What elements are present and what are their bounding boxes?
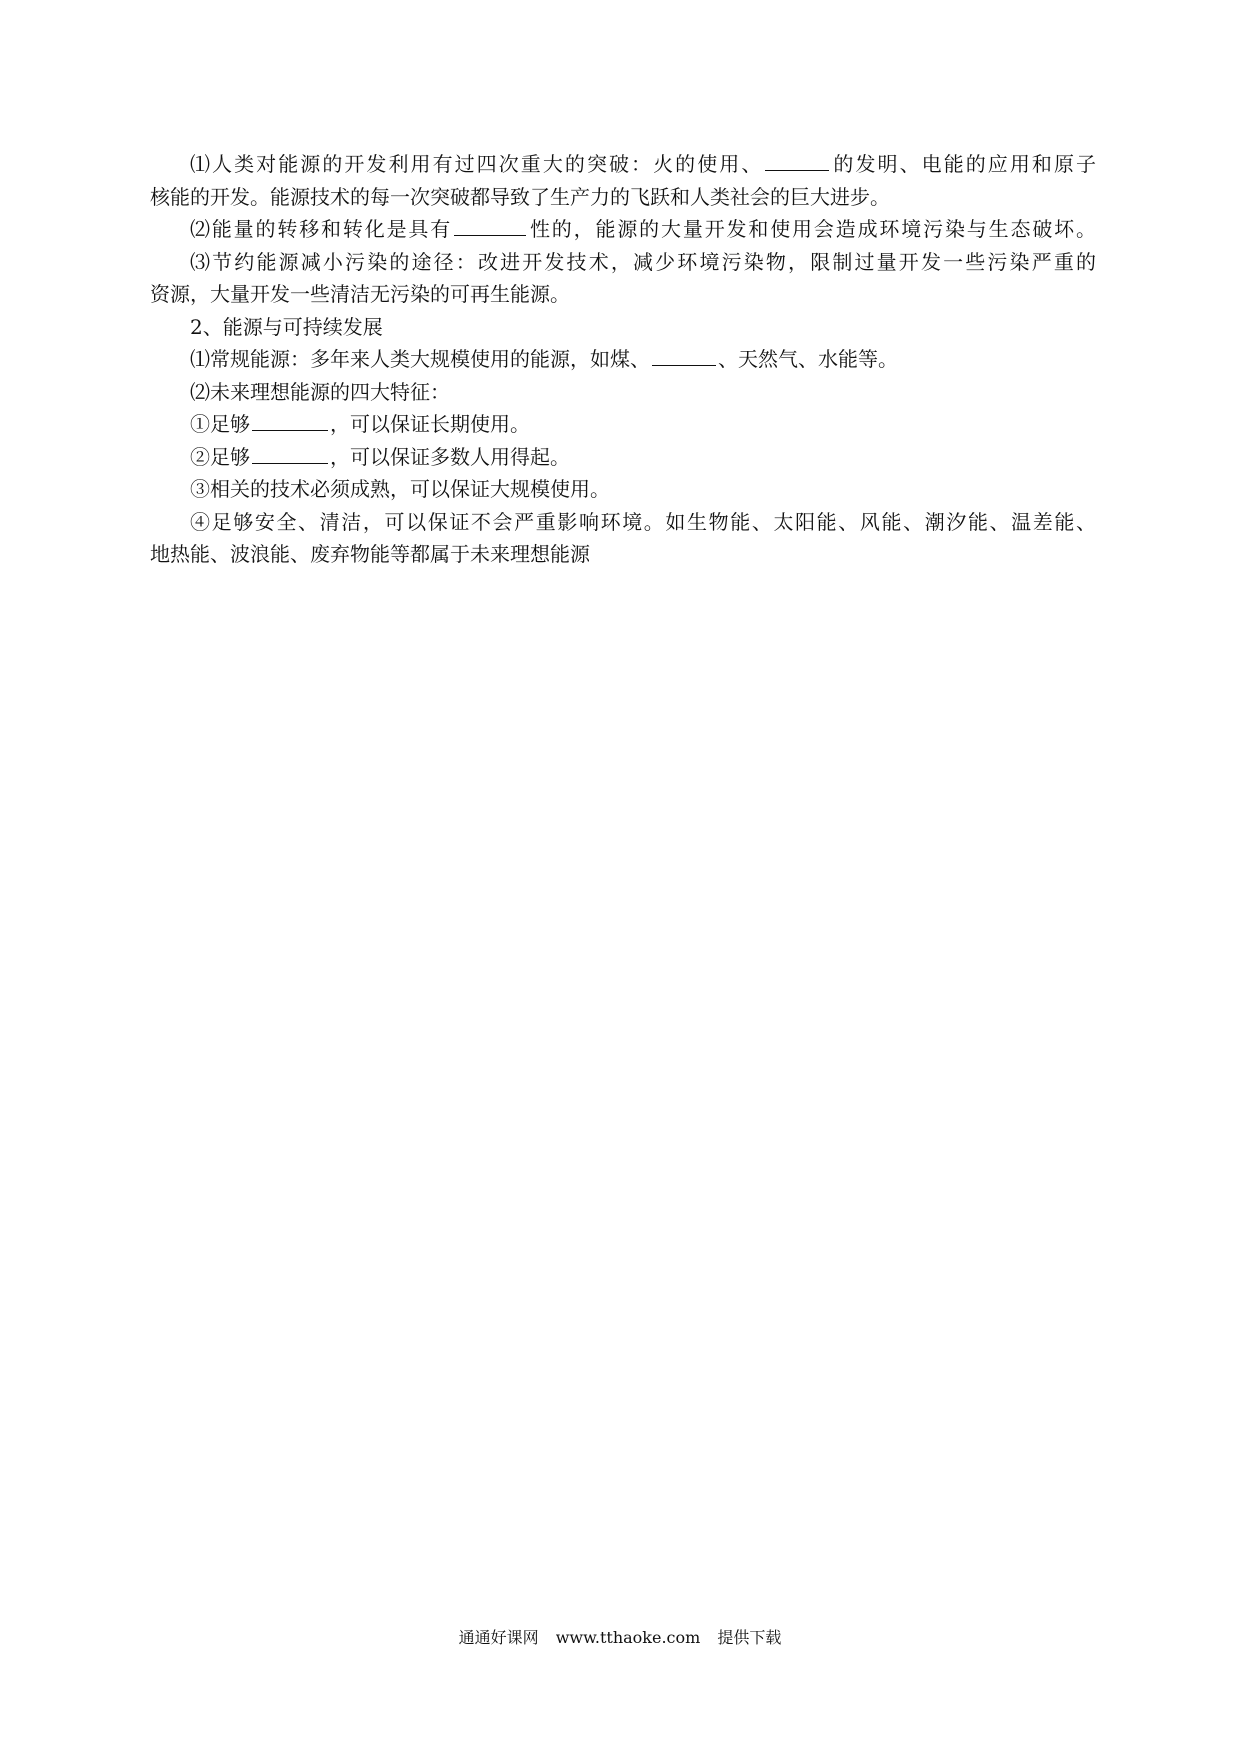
paragraph-5: ⑵未来理想能源的四大特征： bbox=[190, 379, 450, 404]
paragraph-3-text-a: ⑶节约能源减小污染的途径：改进开发技术，减少环境污染物，限制过量开发一些污染严重的 bbox=[190, 249, 1096, 274]
fill-in-blank bbox=[252, 441, 328, 464]
paragraph-1-text-c: 核能的开发。能源技术的每一次突破都导致了生产力的飞跃和人类社会的巨大进步。 bbox=[150, 184, 890, 209]
feature-item-4-text-b: 地热能、波浪能、废弃物能等都属于未来理想能源 bbox=[150, 542, 590, 566]
feature-item-2-text-b: ，可以保证多数人用得起。 bbox=[330, 444, 570, 469]
paragraph-1-text-b: 的发明、电能的应用和原子 bbox=[831, 152, 1097, 176]
fill-in-blank bbox=[765, 148, 829, 171]
paragraph-3-text-b: 资源，大量开发一些清洁无污染的可再生能源。 bbox=[150, 282, 570, 306]
paragraph-1-line-2 bbox=[150, 181, 1096, 214]
feature-item-1-text-a: ①足够 bbox=[190, 412, 250, 436]
feature-item-1-text-b: ，可以保证长期使用。 bbox=[330, 412, 530, 436]
paragraph-1-line-1 bbox=[150, 148, 1096, 181]
document-body bbox=[150, 148, 1096, 571]
feature-item-4-line-1 bbox=[150, 506, 1096, 539]
paragraph-2-text-a: ⑵能量的转移和转化是具有 bbox=[190, 217, 453, 241]
feature-item-4-text-a: ④足够安全、清洁，可以保证不会严重影响环境。如生物能、太阳能、风能、潮汐能、温差能、 bbox=[190, 509, 1096, 534]
footer-site-name: 通通好课网 bbox=[458, 1628, 539, 1647]
fill-in-blank bbox=[454, 213, 526, 236]
paragraph-4-text-a: ⑴常规能源：多年来人类大规模使用的能源，如煤、 bbox=[190, 347, 650, 371]
footer-suffix: 提供下载 bbox=[717, 1628, 782, 1647]
paragraph-4-text-b: 、天然气、水能等。 bbox=[718, 347, 898, 371]
paragraph-1-text-a: ⑴人类对能源的开发利用有过四次重大的突破：火的使用、 bbox=[190, 152, 764, 176]
footer-url: www.tthaoke.com bbox=[555, 1628, 701, 1647]
page-footer bbox=[0, 1625, 1240, 1648]
feature-item-3: ③相关的技术必须成熟，可以保证大规模使用。 bbox=[190, 477, 610, 501]
fill-in-blank bbox=[652, 343, 716, 366]
paragraph-4 bbox=[150, 343, 1096, 376]
paragraph-3-line-1 bbox=[150, 246, 1096, 279]
paragraph-2 bbox=[150, 213, 1096, 246]
section-2-heading: 2、能源与可持续发展 bbox=[190, 314, 383, 339]
paragraph-3-line-2 bbox=[150, 278, 1096, 311]
fill-in-blank bbox=[252, 408, 328, 431]
paragraph-2-text-b: 性的，能源的大量开发和使用会造成环境污染与生态破坏。 bbox=[528, 217, 1097, 241]
feature-item-2 bbox=[150, 441, 1096, 474]
feature-item-4-line-2 bbox=[150, 538, 1096, 571]
feature-item-2-text-a: ②足够 bbox=[190, 444, 250, 469]
feature-item-1 bbox=[150, 408, 1096, 441]
